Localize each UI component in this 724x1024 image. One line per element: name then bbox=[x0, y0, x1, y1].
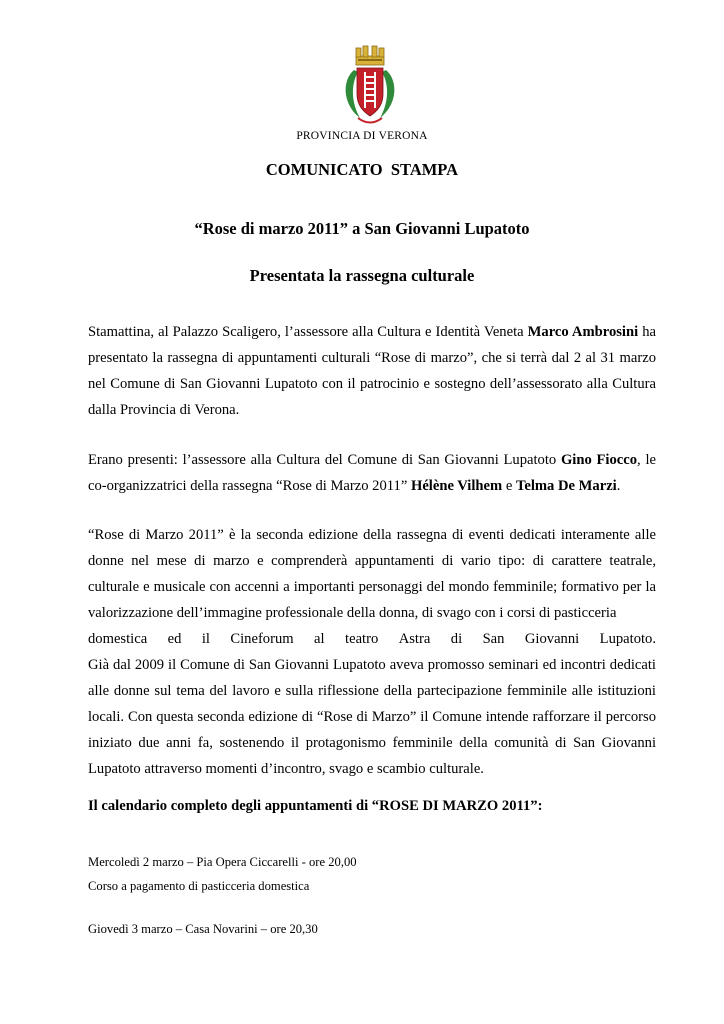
paragraph-intro bbox=[88, 319, 656, 423]
word: Astra bbox=[398, 631, 431, 647]
paragraph-description bbox=[88, 522, 656, 782]
calendar-heading: Il calendario completo degli appuntamenti di “ROSE DI MARZO 2011”: bbox=[88, 798, 543, 814]
word: domestica bbox=[88, 631, 148, 647]
ribbon bbox=[358, 118, 382, 123]
word: San bbox=[482, 631, 505, 647]
paragraph-text: e bbox=[502, 478, 516, 494]
paragraph-text: ha presentato la rassegna di appuntamenti culturali “Rose di marzo”, che si terrà dal 2 al 31 marzo nel Comune di San Giovanni Lupatoto con il patrocinio e sostegno dell’assessorato alla Cultura dalla Provincia di Verona. bbox=[88, 324, 656, 418]
paragraph-text: Già dal 2009 il Comune di San Giovanni Lupatoto aveva promosso seminari ed incontri dedicati alle donne sul tema del lavoro e sulla riflessione della partecipazione femminile alle istituzioni locali. Con questa seconda edizione di “Rose di Marzo” il Comune intende rafforzare il percorso iniziato due anni fa, sostenendo il protagonismo femminile della comunità di San Giovanni Lupatoto attraverso momenti d’incontro, svago e scambio culturale. bbox=[88, 657, 656, 777]
word: Lupatoto. bbox=[599, 631, 656, 647]
calendar-event bbox=[88, 850, 357, 898]
event-description: Corso a pagamento di pasticceria domestica bbox=[88, 879, 310, 893]
person-name: Telma De Marzi bbox=[515, 478, 617, 494]
paragraph-text: Stamattina, al Palazzo Scaligero, l’assessore alla Cultura e Identità Veneta bbox=[88, 324, 528, 340]
paragraph-text: . bbox=[616, 478, 621, 494]
word: di bbox=[450, 631, 463, 647]
coat-of-arms-logo bbox=[338, 42, 402, 126]
word: Giovanni bbox=[524, 631, 580, 647]
word: Cineforum bbox=[230, 631, 294, 647]
press-release-subtitle: Presentata la rassegna culturale bbox=[249, 266, 475, 285]
person-name: Marco Ambrosini bbox=[527, 324, 639, 340]
word: il bbox=[201, 631, 210, 647]
crown-icon bbox=[356, 46, 384, 65]
paragraph-attendees bbox=[88, 447, 656, 499]
word: teatro bbox=[345, 631, 379, 647]
calendar-event bbox=[88, 917, 318, 941]
justified-line bbox=[88, 626, 656, 652]
paragraph-text: Erano presenti: l’assessore alla Cultura del Comune di San Giovanni Lupatoto bbox=[88, 452, 561, 468]
paragraph-text: “Rose di Marzo 2011” è la seconda edizione della rassegna di eventi dedicati interamente alle donne nel mese di marzo e comprenderà appuntamenti di vario tipo: di carattere teatrale, culturale e musicale con accenni a importanti personaggi del mondo femminile; formativo per la valorizzazione dell’immagine professionale della donna, di svago con i corsi di pasticceria bbox=[88, 527, 656, 621]
shield bbox=[357, 68, 383, 116]
event-date-venue: Mercoledì 2 marzo – Pia Opera Ciccarelli - ore 20,00 bbox=[88, 855, 357, 869]
province-label: PROVINCIA DI VERONA bbox=[296, 130, 428, 142]
press-release-title: “Rose di marzo 2011” a San Giovanni Lupatoto bbox=[194, 219, 530, 238]
person-name: Hélène Vilhem bbox=[410, 478, 503, 494]
document-type-heading: COMUNICATO STAMPA bbox=[265, 160, 459, 179]
person-name: Gino Fiocco bbox=[560, 452, 638, 468]
paragraph-text: , le co-organizzatrici della rassegna “Rose di Marzo 2011” bbox=[88, 452, 656, 494]
word: al bbox=[314, 631, 325, 647]
word: ed bbox=[167, 631, 182, 647]
event-date-venue: Giovedì 3 marzo – Casa Novarini – ore 20,30 bbox=[88, 922, 318, 936]
